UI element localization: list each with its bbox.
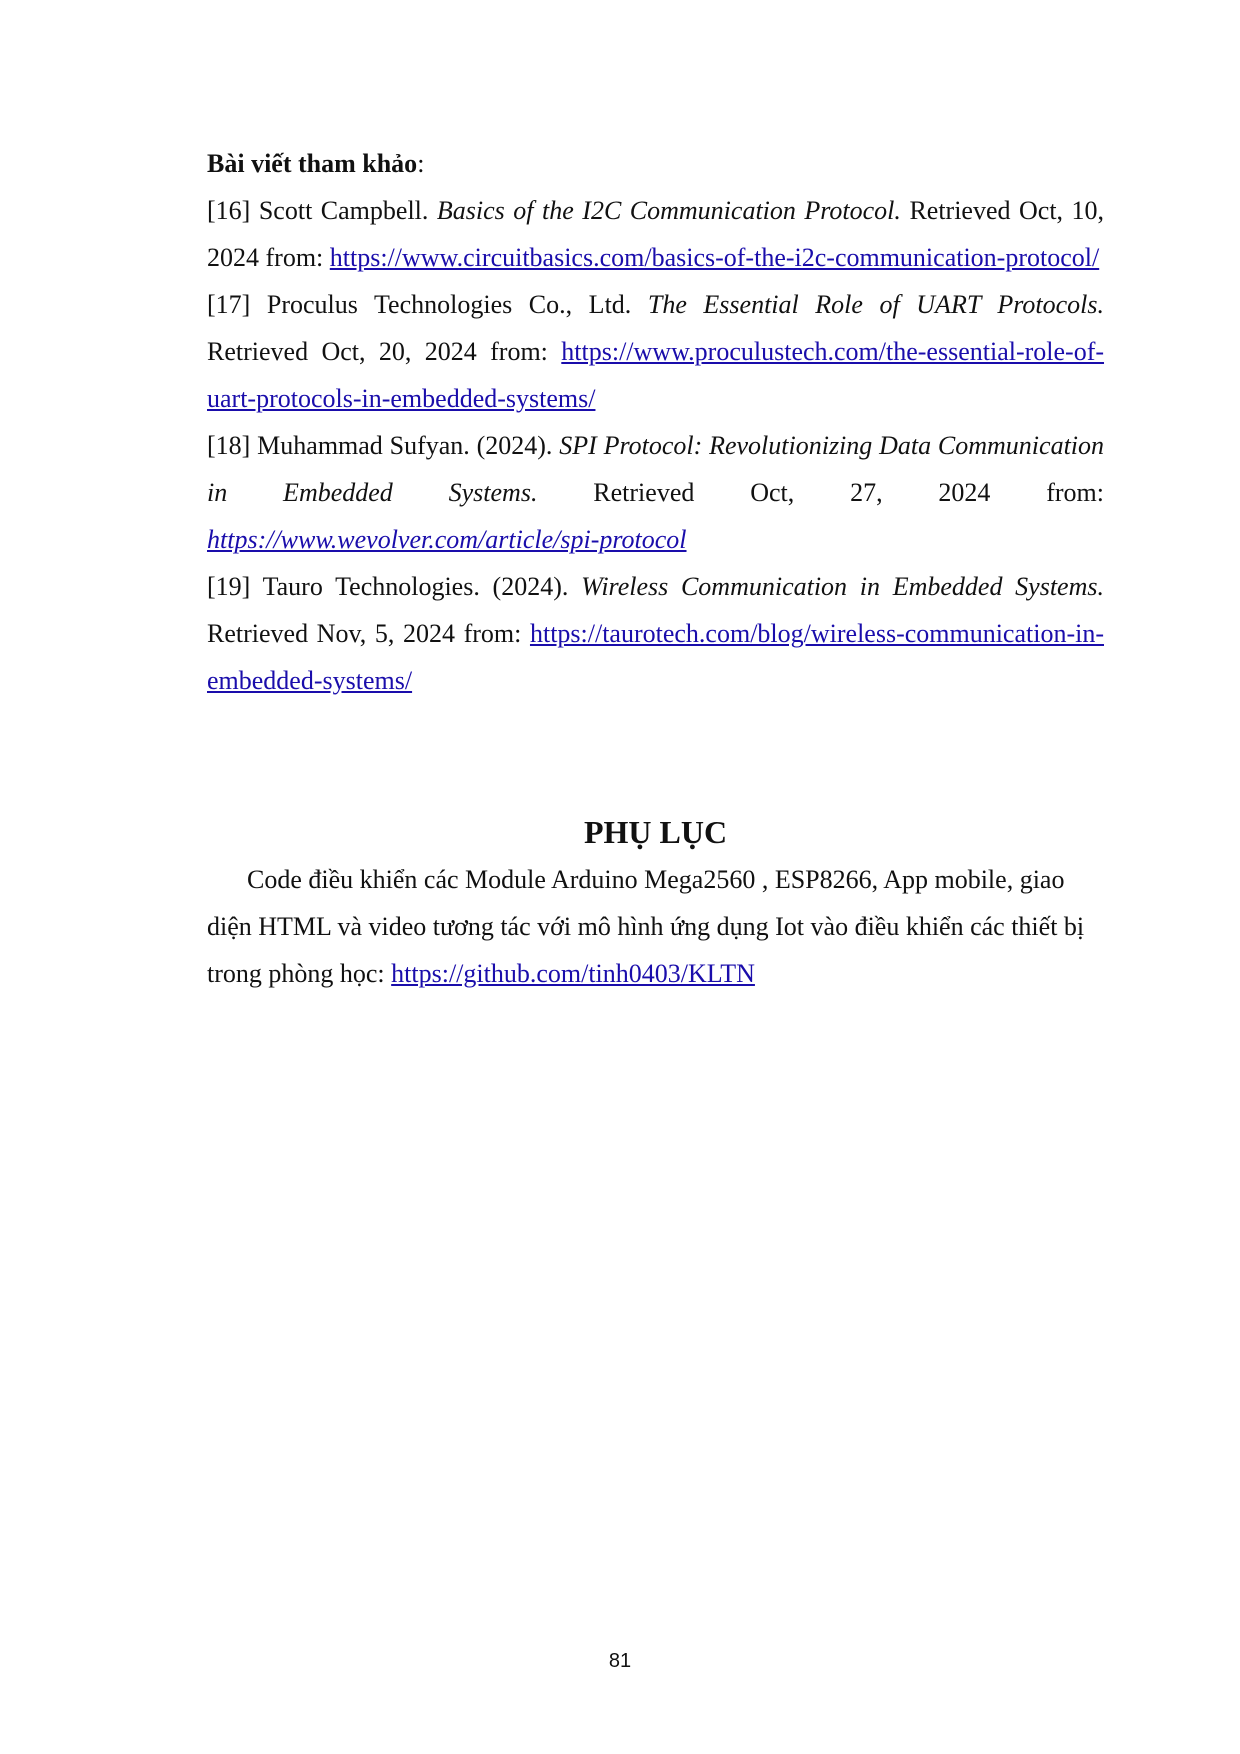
reference-title: Basics of the I2C Communication Protocol. [436,196,901,225]
reference-link[interactable]: https://www.proculustech.com/the-essential-role-of-uart-protocols-in-embedded-systems/ [207,337,1105,413]
reference-item-17 [207,281,1104,422]
reference-link[interactable]: https://www.circuitbasics.com/basics-of-the-i2c-communication-protocol/ [329,243,1100,272]
reference-item-18 [207,422,1104,563]
reference-author: Tauro Technologies. (2024). [262,572,569,601]
reference-number: [18] [207,431,251,460]
references-label-text: Bài viết tham khảo [207,149,418,178]
appendix-github-link[interactable]: https://github.com/tinh0403/KLTN [391,959,755,988]
reference-retrieved: Retrieved Oct, 27, 2024 from: [593,478,1105,507]
reference-retrieved: Retrieved Oct, 20, 2024 from: [207,337,548,366]
page-content [207,140,1104,997]
reference-link[interactable]: https://taurotech.com/blog/wireless-communication-in-embedded-systems/ [207,619,1104,695]
reference-title: SPI Protocol: Revolutionizing Data Communication in Embedded Systems. [207,431,1105,507]
appendix-heading: PHỤ LỤC [583,814,728,850]
references-section-label [207,140,1104,187]
reference-author: Muhammad Sufyan. (2024). [257,431,553,460]
reference-item-19 [207,563,1104,704]
reference-title: The Essential Role of UART Protocols. [647,290,1105,319]
reference-author: Scott Campbell. [258,196,429,225]
reference-retrieved: Retrieved Nov, 5, 2024 from: [207,619,522,648]
appendix-paragraph [207,856,1104,997]
reference-author: Proculus Technologies Co., Ltd. [266,290,632,319]
reference-link[interactable]: https://www.wevolver.com/article/spi-protocol [207,525,687,554]
references-label-colon: : [417,149,425,178]
reference-item-16 [207,187,1104,281]
reference-title: Wireless Communication in Embedded Systems. [581,572,1104,601]
reference-number: [16] [207,196,251,225]
reference-retrieved: Retrieved Oct, 10, 2024 from: [207,196,1105,272]
reference-number: [17] [207,290,251,319]
reference-number: [19] [207,572,251,601]
appendix-body-text: Code điều khiển các Module Arduino Mega2560 , ESP8266, App mobile, giao diện HTML và video tương tác với mô hình ứng dụng Iot vào điều khiển các thiết bị trong phòng học: [207,865,1085,988]
page-number: 81 [608,1650,632,1672]
